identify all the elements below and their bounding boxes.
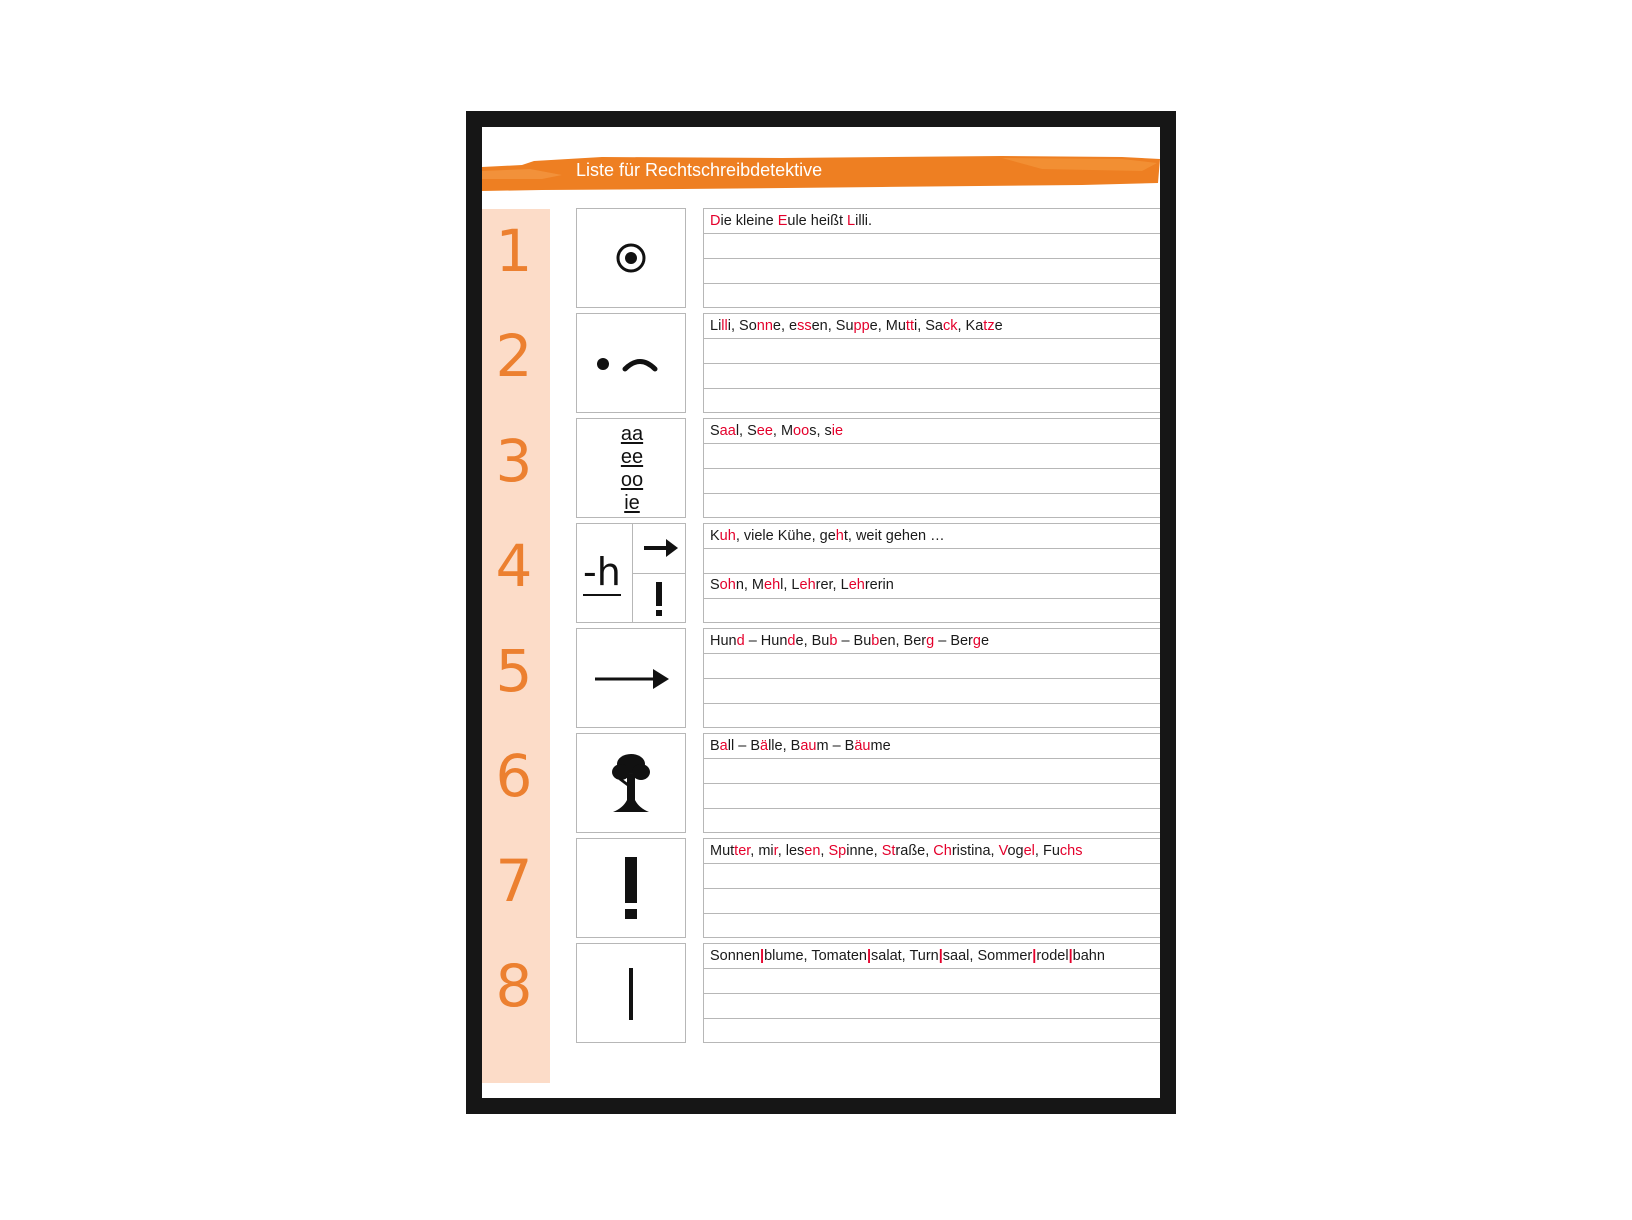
- plain-text: – Ber: [934, 633, 973, 649]
- line: [704, 598, 1160, 599]
- plain-text: – Hun: [744, 633, 788, 649]
- highlighted-letters: b: [829, 633, 838, 649]
- plain-text: S: [710, 577, 720, 593]
- highlighted-letters: el: [1023, 843, 1035, 859]
- line: [704, 1018, 1160, 1019]
- dot-circle-icon: [577, 209, 685, 307]
- highlighted-letters: d: [787, 633, 796, 649]
- highlighted-letters: D: [710, 213, 721, 229]
- plain-text: , viele Kühe, ge: [735, 528, 836, 544]
- exclamation-icon: [632, 574, 685, 622]
- plain-text: l, L: [780, 577, 800, 593]
- row-number-8: 8: [495, 952, 533, 1020]
- example-words-1: [710, 212, 872, 230]
- line: [704, 363, 1160, 364]
- line: [704, 783, 1160, 784]
- highlighted-letters: äu: [854, 738, 871, 754]
- row-number-3: 3: [495, 427, 533, 495]
- symbol-box-3: [576, 418, 686, 518]
- writing-lines-6[interactable]: [703, 733, 1160, 833]
- symbol-box-2: [576, 313, 686, 413]
- plain-text: Sonnen: [710, 948, 760, 964]
- line: [704, 233, 1160, 234]
- syllable-divider: |: [1032, 948, 1037, 964]
- highlighted-letters: ter: [734, 843, 751, 859]
- plain-text: m – B: [816, 738, 855, 754]
- writing-lines-4[interactable]: [703, 523, 1160, 623]
- highlighted-letters: nn: [756, 318, 773, 334]
- symbol-box-1: [576, 208, 686, 308]
- syllable-divider: |: [1068, 948, 1073, 964]
- line: [704, 888, 1160, 889]
- pair-aa: aa: [620, 423, 644, 445]
- line: [704, 703, 1160, 704]
- plain-text: S: [710, 423, 720, 439]
- example-words-5: [710, 632, 989, 650]
- line: [704, 548, 1160, 549]
- plain-text: raße,: [895, 843, 934, 859]
- plain-text: lle, B: [768, 738, 801, 754]
- symbol-box-8: [576, 943, 686, 1043]
- highlighted-letters: St: [881, 843, 896, 859]
- highlighted-letters: eh: [764, 577, 781, 593]
- highlighted-letters: r: [773, 843, 778, 859]
- pair-oo: oo: [620, 469, 644, 491]
- plain-text: Li: [710, 318, 722, 334]
- highlighted-letters: chs: [1059, 843, 1083, 859]
- row-number-6: 6: [495, 742, 533, 810]
- plain-text: e, e: [772, 318, 798, 334]
- highlighted-letters: g: [972, 633, 981, 649]
- syllable-divider: |: [760, 948, 765, 964]
- plain-text: rerin: [864, 577, 894, 593]
- plain-text: e: [980, 633, 990, 649]
- plain-text: s, s: [809, 423, 832, 439]
- row-number-4: 4: [495, 532, 533, 600]
- plain-text: Mut: [710, 843, 735, 859]
- highlighted-letters: V: [998, 843, 1008, 859]
- plain-text: t, weit gehen …: [843, 528, 945, 544]
- double-vowels: [620, 423, 644, 515]
- highlighted-letters: g: [926, 633, 935, 649]
- line: [704, 573, 1160, 574]
- plain-text: ristina,: [951, 843, 999, 859]
- plain-text: illi.: [855, 213, 873, 229]
- highlighted-letters: oh: [719, 577, 736, 593]
- line: [704, 338, 1160, 339]
- symbol-box-6: [576, 733, 686, 833]
- plain-text: , les: [777, 843, 805, 859]
- highlighted-letters: a: [719, 738, 728, 754]
- line: [704, 678, 1160, 679]
- highlighted-letters: tz: [983, 318, 995, 334]
- arrow-right-icon: [632, 524, 685, 573]
- syllable-divider: |: [938, 948, 943, 964]
- highlighted-letters: aa: [719, 423, 736, 439]
- plain-text: ll – B: [727, 738, 760, 754]
- line: [704, 258, 1160, 259]
- highlighted-letters: pp: [853, 318, 870, 334]
- line: [704, 993, 1160, 994]
- poster: [482, 127, 1160, 1098]
- row-number-1: 1: [495, 217, 533, 285]
- example-words-6: [710, 737, 891, 755]
- writing-lines-1[interactable]: [703, 208, 1160, 308]
- plain-text: blume, Tomaten: [764, 948, 867, 964]
- large-exclamation-icon: [577, 839, 685, 937]
- plain-text: rer, L: [815, 577, 849, 593]
- highlighted-letters: ä: [760, 738, 769, 754]
- highlighted-letters: au: [800, 738, 817, 754]
- row-number-2: 2: [495, 322, 533, 390]
- plain-text: ule heißt: [787, 213, 848, 229]
- line: [704, 653, 1160, 654]
- highlighted-letters: ee: [756, 423, 773, 439]
- highlighted-letters: Sp: [828, 843, 847, 859]
- highlighted-letters: b: [871, 633, 880, 649]
- plain-text: B: [710, 738, 720, 754]
- highlighted-letters: uh: [719, 528, 736, 544]
- plain-text: n, M: [735, 577, 765, 593]
- example-words-8: [710, 947, 1105, 965]
- plain-text: , mi: [750, 843, 774, 859]
- plain-text: , Ka: [957, 318, 984, 334]
- plain-text: – Bu: [837, 633, 872, 649]
- example-words-3: [710, 422, 843, 440]
- line: [704, 968, 1160, 969]
- line: [704, 493, 1160, 494]
- line: [704, 758, 1160, 759]
- h-marker-cell: [577, 524, 633, 622]
- highlighted-letters: ck: [943, 318, 958, 334]
- syllable-divider: |: [866, 948, 872, 964]
- tree-icon: [577, 734, 685, 832]
- highlighted-letters: ss: [797, 318, 812, 334]
- symbol-box-7: [576, 838, 686, 938]
- highlighted-letters: tt: [905, 318, 914, 334]
- long-arrow-right-icon: [577, 629, 685, 727]
- plain-text: bahn: [1072, 948, 1105, 964]
- vertical-bar-icon: [577, 944, 685, 1042]
- plain-text: , Fu: [1034, 843, 1060, 859]
- plain-text: saal, Sommer: [942, 948, 1033, 964]
- plain-text: en, Su: [811, 318, 854, 334]
- arrow-cell: [632, 524, 685, 574]
- plain-text: K: [710, 528, 720, 544]
- example-words-4b: [710, 576, 894, 594]
- plain-text: salat, Turn: [871, 948, 939, 964]
- plain-text: ,: [820, 843, 829, 859]
- dot-and-arc-icon: [577, 314, 685, 412]
- highlighted-letters: ie: [831, 423, 844, 439]
- plain-text: Hun: [710, 633, 737, 649]
- plain-text: l, S: [735, 423, 757, 439]
- h-marker: -h: [583, 550, 621, 594]
- writing-lines-5[interactable]: [703, 628, 1160, 728]
- row-number-7: 7: [495, 847, 533, 915]
- line: [704, 863, 1160, 864]
- pair-ie: ie: [624, 492, 640, 514]
- writing-lines-2[interactable]: [703, 313, 1160, 413]
- pair-ee: ee: [620, 446, 644, 468]
- plain-text: ie kleine: [720, 213, 778, 229]
- plain-text: , M: [772, 423, 794, 439]
- highlighted-letters: d: [736, 633, 745, 649]
- line: [704, 388, 1160, 389]
- plain-text: inne,: [846, 843, 882, 859]
- line: [704, 468, 1160, 469]
- highlighted-letters: oo: [793, 423, 810, 439]
- row-number-5: 5: [495, 637, 533, 705]
- plain-text: og: [1007, 843, 1024, 859]
- example-words-2: [710, 317, 1003, 335]
- line: [704, 913, 1160, 914]
- highlighted-letters: eh: [799, 577, 816, 593]
- line: [704, 443, 1160, 444]
- highlighted-letters: h: [835, 528, 844, 544]
- highlighted-letters: ll: [721, 318, 728, 334]
- line: [704, 808, 1160, 809]
- plain-text: i, So: [727, 318, 757, 334]
- example-words-4a: [710, 527, 945, 545]
- writing-lines-8[interactable]: [703, 943, 1160, 1043]
- plain-text: e, Bu: [795, 633, 830, 649]
- example-words-7: [710, 842, 1082, 860]
- highlighted-letters: L: [847, 213, 856, 229]
- page-title: Liste für Rechtschreibdetektive: [576, 160, 823, 180]
- plain-text: en, Ber: [879, 633, 927, 649]
- line: [704, 283, 1160, 284]
- plain-text: rodel: [1036, 948, 1069, 964]
- plain-text: me: [870, 738, 891, 754]
- plain-text: e, Mu: [869, 318, 906, 334]
- symbol-box-5: [576, 628, 686, 728]
- writing-lines-7[interactable]: [703, 838, 1160, 938]
- highlighted-letters: E: [777, 213, 788, 229]
- symbol-box-4: [576, 523, 686, 623]
- writing-lines-3[interactable]: [703, 418, 1160, 518]
- plain-text: e: [994, 318, 1003, 334]
- highlighted-letters: en: [804, 843, 821, 859]
- highlighted-letters: eh: [848, 577, 865, 593]
- highlighted-letters: Ch: [933, 843, 952, 859]
- plain-text: i, Sa: [913, 318, 943, 334]
